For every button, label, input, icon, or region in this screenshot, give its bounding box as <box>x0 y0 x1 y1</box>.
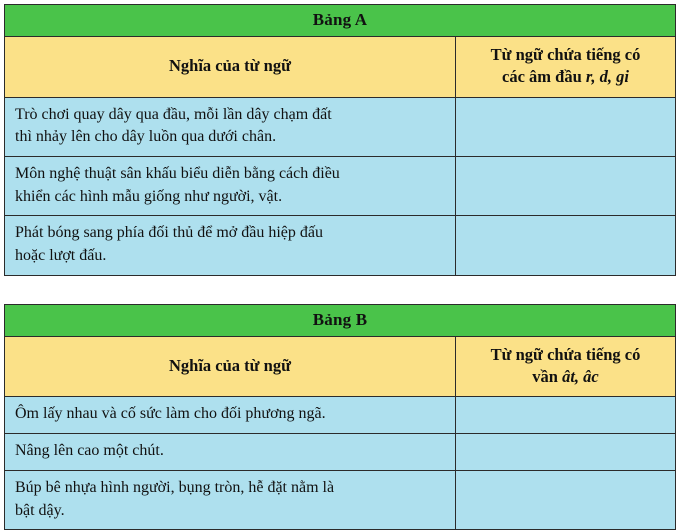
table-row <box>5 156 676 215</box>
meaning-line: Môn nghệ thuật sân khấu biểu diễn bằng cách điều <box>15 164 340 182</box>
table-a-header-answer-prefix: các âm đầu <box>502 67 586 87</box>
table-b-row2-meaning <box>5 434 456 471</box>
meaning-line: Ôm lấy nhau và cố sức làm cho đối phương ngã. <box>15 405 326 423</box>
meaning-line: hoặc lượt đấu. <box>15 247 107 265</box>
table-a-row2-answer[interactable] <box>456 156 676 215</box>
table-b-header-answer-prefix: vần <box>532 367 563 387</box>
table-a-header-answer-line1: Từ ngữ chứa tiếng có <box>490 45 641 64</box>
table-b-row1-meaning <box>5 397 456 434</box>
table-row <box>5 216 676 275</box>
table-a-row3-answer[interactable] <box>456 216 676 275</box>
table-a-row2-meaning <box>5 156 456 215</box>
table-bang-b <box>4 304 676 530</box>
table-row <box>5 434 676 471</box>
table-row <box>5 397 676 434</box>
table-b-row3-meaning <box>5 470 456 529</box>
table-a-header-answer-sounds: r, d, gi <box>585 67 629 87</box>
table-a-title-row <box>5 5 676 37</box>
table-b-header-row <box>5 336 676 397</box>
table-b-title-row <box>5 304 676 336</box>
table-b-header-answer-line1: Từ ngữ chứa tiếng có <box>490 344 641 364</box>
meaning-line: khiển các hình mẫu giống như người, vật. <box>15 187 283 205</box>
table-a-row3-meaning <box>5 216 456 275</box>
table-b-header-answer-line2 <box>464 366 667 388</box>
table-b-header-answer-rhymes: ât, âc <box>562 367 599 387</box>
meaning-line: Trò chơi quay dây qua đầu, mỗi lần dây chạm đất <box>15 105 332 123</box>
table-a-header-meaning: Nghĩa của từ ngữ <box>5 37 456 98</box>
table-b-title: Bảng B <box>5 304 676 336</box>
table-bang-a <box>4 4 676 276</box>
table-a-header-answer-line2 <box>464 66 667 88</box>
table-row <box>5 470 676 529</box>
table-a-row1-meaning <box>5 97 456 156</box>
table-b-row2-answer[interactable] <box>456 434 676 471</box>
table-a-header-row <box>5 37 676 98</box>
table-b-header-answer <box>456 336 676 397</box>
meaning-line: Phát bóng sang phía đối thủ để mở đầu hiệp đấu <box>15 224 323 242</box>
meaning-line: Búp bê nhựa hình người, bụng tròn, hễ đặt nằm là <box>15 478 335 496</box>
table-row <box>5 97 676 156</box>
table-b-row1-answer[interactable] <box>456 397 676 434</box>
table-a-title: Bảng A <box>5 5 676 37</box>
table-a-header-answer <box>456 37 676 98</box>
table-b-row3-answer[interactable] <box>456 470 676 529</box>
table-a-row1-answer[interactable] <box>456 97 676 156</box>
tables-spacer <box>4 276 675 304</box>
meaning-line: thì nhảy lên cho dây luồn qua dưới chân. <box>15 128 277 146</box>
table-b-header-meaning: Nghĩa của từ ngữ <box>5 336 456 397</box>
meaning-line: bật dậy. <box>15 501 65 519</box>
meaning-line: Nâng lên cao một chút. <box>15 442 164 460</box>
